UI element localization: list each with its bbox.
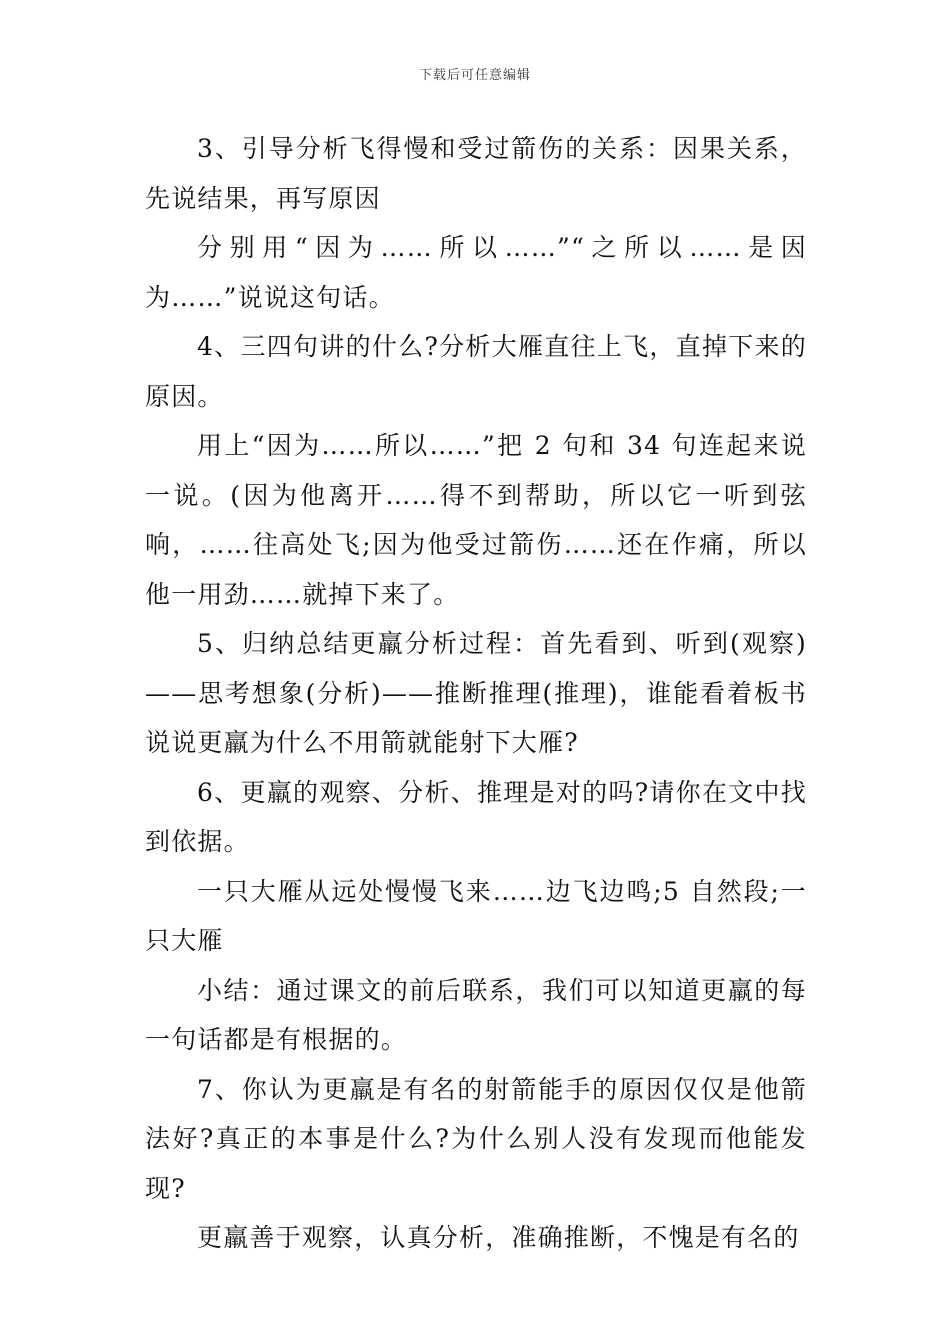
paragraph-step-6: 6、更羸的观察、分析、推理是对的吗?请你在文中找到依据。 [145, 777, 807, 856]
paragraph-step-5: 5、归纳总结更羸分析过程：首先看到、听到(观察)——思考想象(分析)——推断推理(推理)，谁能看着板书说说更羸为什么不用箭就能射下大雁? [145, 629, 807, 757]
paragraph-conclusion: 更羸善于观察，认真分析，准确推断，不愧是有名的 [197, 1223, 800, 1252]
paragraph-sentence-practice-2: 用上“因为……所以……”把 2 句和 34 句连起来说一说。(因为他离开……得不到帮助，所以它一听到弦响，……往高处飞;因为他受过箭伤……还在作痛，所以他一用劲……就掉下来了。 [145, 431, 807, 609]
paragraph-evidence: 一只大雁从远处慢慢飞来……边飞边鸣;5 自然段;一只大雁 [145, 876, 807, 955]
paragraph-sentence-practice-1: 分别用“因为……所以……”“之所以……是因为……”说说这句话。 [145, 233, 807, 312]
document-body [145, 124, 807, 1263]
paragraph-summary: 小结：通过课文的前后联系，我们可以知道更羸的每一句话都是有根据的。 [145, 975, 807, 1054]
paragraph-step-4: 4、三四句讲的什么?分析大雁直往上飞，直掉下来的原因。 [145, 332, 807, 411]
paragraph-step-3: 3、引导分析飞得慢和受过箭伤的关系：因果关系，先说结果，再写原因 [145, 134, 807, 213]
page-header: 下载后可任意编辑 [418, 68, 531, 83]
paragraph-step-7: 7、你认为更羸是有名的射箭能手的原因仅仅是他箭法好?真正的本事是什么?为什么别人没有发现而他能发现? [145, 1074, 807, 1203]
